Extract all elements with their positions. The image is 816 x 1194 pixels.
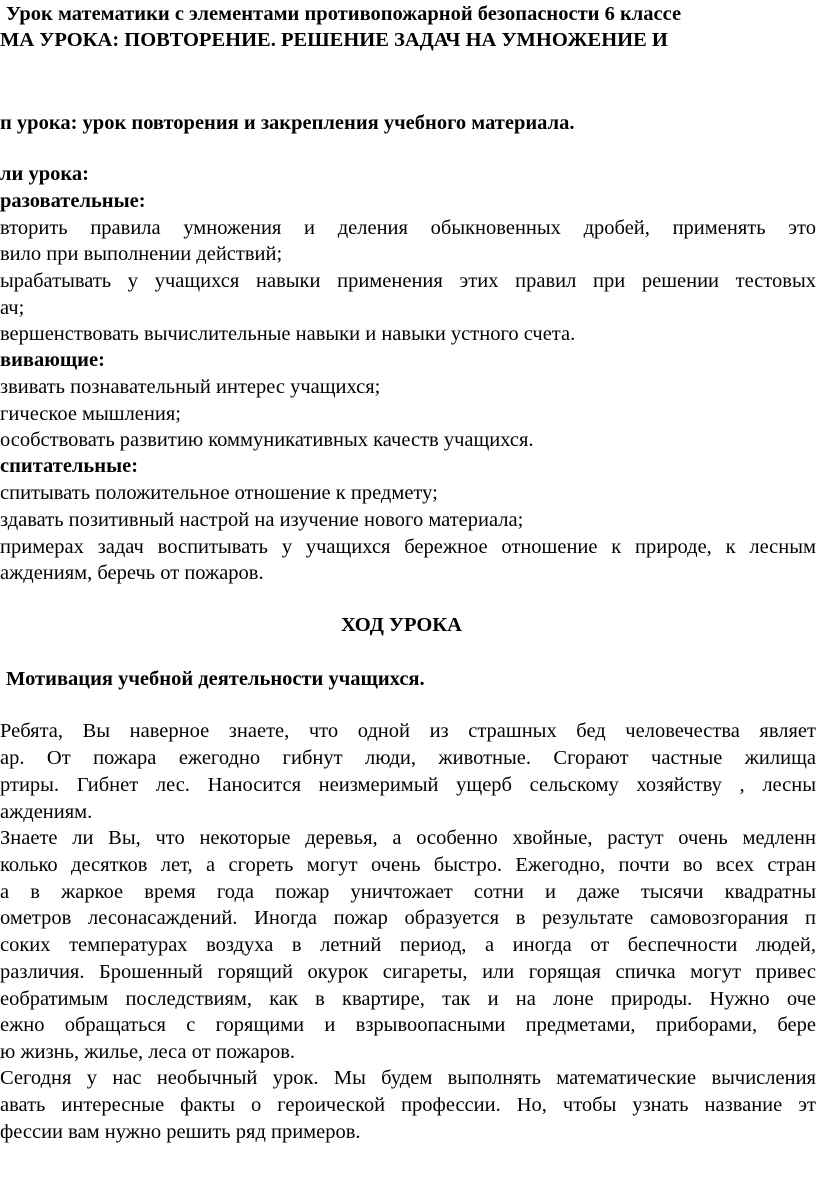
body-line: Сегодня у нас необычный урок. Мы будем выполнять математические вычисления: [0, 1067, 816, 1089]
body-line: ар. От пожара ежегодно гибнут люди, животные. Сгорают частные жилища: [0, 747, 816, 769]
educational-line: вершенствовать вычислительные навыки и навыки устного счета.: [0, 323, 576, 345]
educational-line: вторить правила умножения и деления обыкновенных дробей, применять это: [0, 217, 816, 239]
developing-line: особствовать развитию коммуникативных качеств учащихся.: [0, 429, 534, 451]
developing-heading: вивающие:: [0, 349, 105, 371]
developing-line: гическое мышления;: [0, 403, 181, 425]
course-heading: ХОД УРОКА: [341, 614, 462, 636]
body-line: а в жаркое время года пожар уничтожает сотни и даже тысячи квадратны: [0, 881, 816, 903]
upbringing-line: примерах задач воспитывать у учащихся бережное отношение к природе, к лесным: [0, 536, 816, 558]
body-line: колько десятков лет, а сгореть могут очень быстро. Ежегодно, почти во всех стран: [0, 854, 816, 876]
upbringing-line: спитывать положительное отношение к предмету;: [0, 482, 438, 504]
educational-heading: разовательные:: [0, 190, 146, 212]
educational-line: ач;: [0, 297, 25, 319]
body-line: ю жизнь, жилье, леса от пожаров.: [0, 1041, 296, 1063]
upbringing-heading: спитательные:: [0, 455, 139, 477]
body-line: еобратимым последствиям, как в квартире, так и на лоне природы. Нужно оче: [0, 988, 816, 1010]
document-title: Урок математики с элементами противопожарной безопасности 6 классе: [6, 3, 682, 25]
educational-line: вило при выполнении действий;: [0, 243, 283, 265]
course-item-2: Мотивация учебной деятельности учащихся.: [6, 668, 425, 690]
upbringing-line: здавать позитивный настрой на изучение нового материала;: [0, 509, 524, 531]
body-line: ометров лесонасаждений. Иногда пожар образуется в результате самовозгорания п: [0, 907, 816, 929]
educational-line: ырабатывать у учащихся навыки применения этих правил при решении тестовых: [0, 270, 816, 292]
body-line: соких температурах воздуха в летний период, а иногда от беспечности людей,: [0, 934, 816, 956]
lesson-type: п урока: урок повторения и закрепления учебного материала.: [0, 112, 575, 134]
goals-heading: ли урока:: [0, 163, 89, 185]
lesson-topic-line1: МА УРОКА: ПОВТОРЕНИЕ. РЕШЕНИЕ ЗАДАЧ НА УМНОЖЕНИЕ И: [0, 29, 668, 51]
developing-line: звивать познавательный интерес учащихся;: [0, 376, 381, 398]
body-line: Ребята, Вы наверное знаете, что одной из страшных бед человечества являет: [0, 720, 816, 742]
body-line: фессии вам нужно решить ряд примеров.: [0, 1121, 361, 1143]
body-line: ртиры. Гибнет лес. Наносится неизмеримый ущерб сельскому хозяйству , лесны: [0, 774, 816, 796]
upbringing-line: аждениям, беречь от пожаров.: [0, 562, 264, 584]
body-line: аждениям.: [0, 801, 93, 823]
body-line: Знаете ли Вы, что некоторые деревья, а особенно хвойные, растут очень медленн: [0, 827, 816, 849]
body-line: различия. Брошенный горящий окурок сигареты, или горящая спичка могут привес: [0, 961, 816, 983]
body-line: ежно обращаться с горящими и взрывоопасными предметами, приборами, бере: [0, 1014, 816, 1036]
body-line: авать интересные факты о героической профессии. Но, чтобы узнать название эт: [0, 1094, 816, 1116]
